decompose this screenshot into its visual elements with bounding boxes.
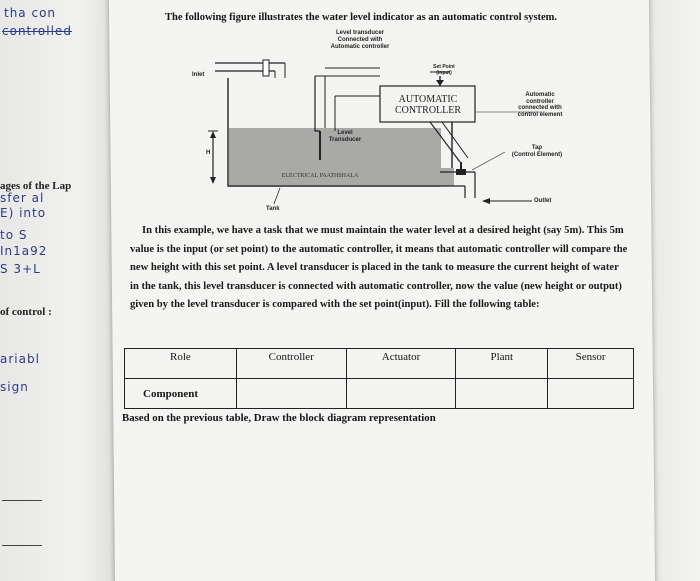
handwriting: to S (0, 228, 28, 242)
table-row (125, 349, 634, 379)
left-page (0, 0, 118, 581)
handwriting: tha con (4, 6, 57, 20)
table-row (125, 379, 634, 409)
inlet-label: Inlet (192, 72, 205, 78)
set-point-label: Set Point (input) (433, 64, 455, 76)
handwriting: E) into (0, 206, 47, 220)
printed-text: of control : (0, 306, 52, 318)
header-actuator: Actuator (381, 351, 421, 363)
printed-text: ages of the Lap (0, 180, 72, 192)
automatic-controller-box: AUTOMATIC CONTROLLER (394, 94, 462, 116)
automatic-controller-note: Automatic controller connected with control element (517, 92, 563, 118)
tap-label: Tap (Control Element) (511, 145, 563, 158)
component-label: Component (125, 379, 237, 409)
level-transducer-note: Level transducer Connected with Automatic controller (330, 30, 390, 50)
instruction-text: Based on the previous table, Draw the block diagram representation (122, 412, 436, 424)
handwriting: In1a92 (0, 244, 48, 258)
description-paragraph (130, 222, 630, 315)
outlet-label: Outlet (534, 198, 552, 204)
table-cell (456, 349, 548, 379)
handwriting: controlled (2, 24, 72, 38)
watermark: ELECTRICAL PAATHSHALA (281, 173, 359, 179)
answer-cell-actuator[interactable] (346, 379, 456, 409)
intro-text: The following figure illustrates the water level indicator as an automatic control system. (165, 12, 558, 23)
level-transducer-label: Level Transducer (328, 130, 362, 143)
tank-label: Tank (266, 206, 280, 212)
header-sensor: Sensor (575, 351, 606, 363)
header-role: Role (170, 351, 191, 363)
fill-table (124, 348, 634, 409)
header-controller: Controller (268, 351, 314, 363)
divider (2, 500, 42, 501)
handwriting: sfer al (0, 191, 45, 205)
water-level-diagram (160, 28, 590, 218)
table-cell (346, 349, 456, 379)
answer-cell-plant[interactable] (456, 379, 548, 409)
paragraph-text: In this example, we have a task that we must maintain the water level at a desired height (say 5m). This 5m value is the input (or set point) to the automatic controller, it means that automatic controller will compare the new height with this set point. A level transducer is placed in the tank to measure the current height of water in the tank, this level transducer is connected with automatic controller, now the value (new height or output) given by the level transducer is compared with the set point(input). Fill the following table: (130, 225, 628, 311)
diagram-drawing (160, 28, 590, 218)
answer-cell-sensor[interactable] (548, 379, 634, 409)
divider (2, 545, 42, 546)
handwriting: ariabl (0, 352, 40, 366)
handwriting: sign (0, 380, 29, 394)
table-cell (548, 349, 634, 379)
table-cell (125, 349, 237, 379)
height-label: H (206, 150, 211, 156)
table-cell (236, 349, 346, 379)
header-plant: Plant (490, 351, 514, 363)
answer-cell-controller[interactable] (236, 379, 346, 409)
handwriting: S 3+L (0, 262, 41, 276)
